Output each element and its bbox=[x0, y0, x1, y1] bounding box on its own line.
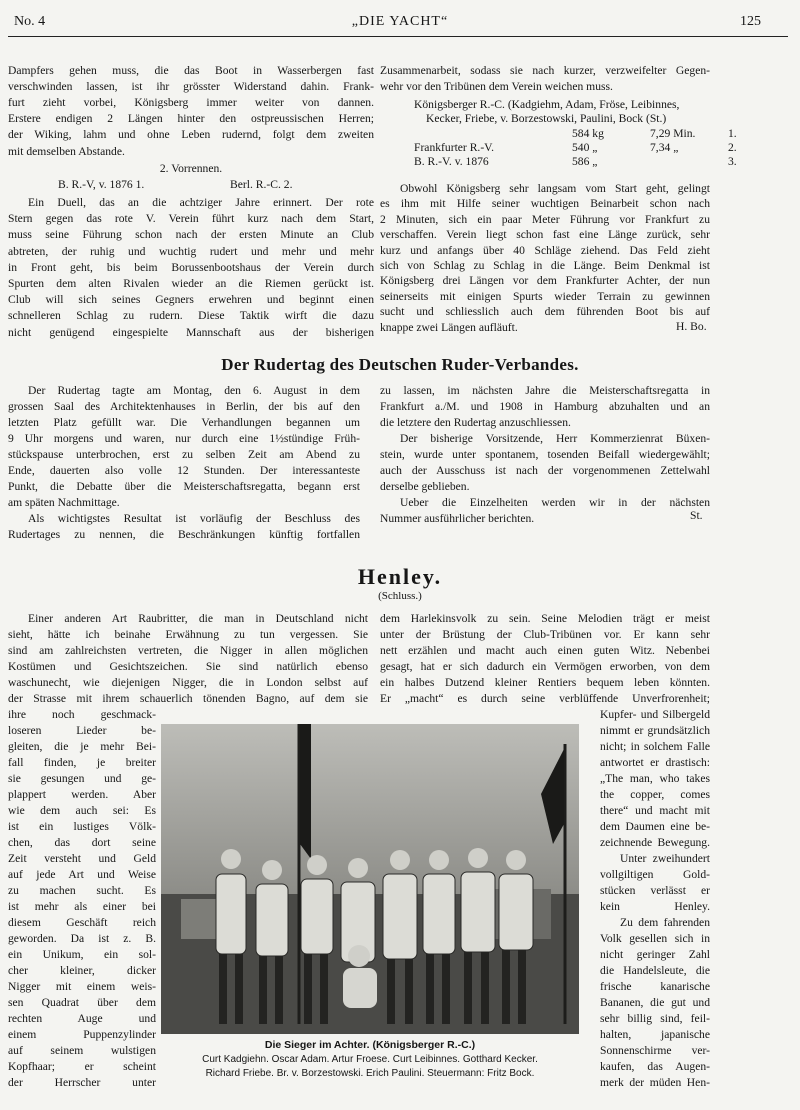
text-line: Frankfurt a./M. und 1908 in Hamburg abzuhalten und an bbox=[380, 400, 710, 413]
result-time: 7,29 Min. bbox=[650, 127, 696, 140]
result-weight: 540 „ bbox=[572, 141, 598, 155]
text-line: abtreten, der ruhig und wuchtig rudert und mehr und mehr bbox=[8, 244, 374, 258]
text-line: cher kleiner, dicker bbox=[8, 963, 156, 977]
text-line: dem Daumen eine be- bbox=[600, 819, 710, 833]
text-line: furt zieht vorbei, Königsberg immer weiter von dannen. bbox=[8, 96, 374, 110]
henley-subheading: (Schluss.) bbox=[378, 590, 422, 602]
text-line: Königsberg drei Längen vor dem Frankfurter Achter, der nun bbox=[380, 274, 710, 288]
text-line: diesem Geschäft reich bbox=[8, 915, 156, 929]
text-line: nimmt er grundsätzlich bbox=[600, 723, 710, 737]
text-line: stückspause unterbrochen, erst zu selben Zeit am Abend zu bbox=[8, 448, 360, 461]
text-line: zeichnende Bewegung. bbox=[600, 835, 710, 849]
text-line: Nigger mit einem weis- bbox=[8, 979, 156, 993]
text-line: Sonnenschirme ver- bbox=[600, 1043, 710, 1057]
text-line: wie dem auch sei: Es bbox=[8, 803, 156, 817]
text-line: verschaffen. Verein liegt schon fast eine Länge zurück, sehr bbox=[380, 228, 710, 242]
text-line: derselbe geblieben. bbox=[380, 480, 470, 493]
rudertag-signature: St. bbox=[690, 509, 703, 522]
text-line: sich von Schlag zu Schlag in die Länge. Beim Denkmal ist bbox=[380, 259, 710, 272]
text-line: antwortet er drastisch: bbox=[600, 755, 710, 769]
text-line: Zu dem fahrenden bbox=[620, 915, 710, 929]
text-line: Erstere endigen 2 Längen hinter den ostpreussischen Herren; bbox=[8, 112, 374, 126]
text-line: the copper, comes bbox=[600, 787, 710, 801]
page-number: 125 bbox=[740, 14, 761, 29]
text-line: Der Rudertag tagte am Montag, den 6. August in dem bbox=[28, 384, 360, 397]
text-line: Volk gesellen sich in bbox=[600, 931, 710, 945]
text-line: fall finden, je breiter bbox=[8, 755, 156, 769]
result-row bbox=[410, 141, 762, 155]
text-line: verschwinden lassen, ist ihr grösster Widerstand dahin. Frank- bbox=[8, 80, 374, 94]
text-line: Bananen, die gut und bbox=[600, 995, 710, 1009]
crew-line-1: Königsberger R.-C. (Kadgiehm, Adam, Fröse, Leibinnes, bbox=[414, 98, 680, 111]
text-line: Einer anderen Art Raubritter, die man in Deutschland nicht bbox=[28, 612, 368, 625]
text-line: sind am zahlreichsten vertreten, die Nigger in allen möglichen bbox=[8, 644, 368, 657]
text-line: nett erzählen und macht auch einen guten Witz. Nebenbei bbox=[380, 644, 710, 657]
text-line: der Herrscher unter bbox=[8, 1075, 156, 1089]
text-line: Er „macht“ es durch seine verblüffende Unverfrorenheit; bbox=[380, 692, 710, 705]
text-line: ein Unikum, ein sol- bbox=[8, 947, 156, 961]
text-line: Zeit versteht und Geld bbox=[8, 851, 156, 865]
text-line: Club will sich seines Gegners erwehren und beginnt einen bbox=[8, 293, 374, 307]
text-line: Nummer ausführlicher berichten. bbox=[380, 512, 535, 525]
text-line: Kopfhaar; er scheint bbox=[8, 1059, 156, 1073]
text-line: seinerseits mit einigen Spurts wieder Terrain zu gewinnen bbox=[380, 289, 710, 303]
text-line: dem Harlekinsvolk zu sein. Seine Melodien trägt er meist bbox=[380, 612, 710, 625]
result-place: 2. bbox=[728, 141, 737, 155]
text-line: ist ein lustiges Völk- bbox=[8, 819, 156, 833]
result-place: 3. bbox=[728, 155, 737, 169]
results-table bbox=[410, 127, 762, 170]
result-row bbox=[410, 155, 762, 169]
text-line: Als wichtigstes Resultat ist vorläufig der Beschluss des bbox=[28, 512, 360, 525]
text-line: Ueber die Einzelheiten werden wir in der nächsten bbox=[400, 496, 710, 509]
text-line: rechten Auge und bbox=[8, 1011, 156, 1025]
text-line: „The man, who takes bbox=[600, 771, 710, 785]
text-line: Obwohl Königsberg sehr langsam vom Start geht, gelingt bbox=[400, 182, 710, 195]
text-line: stücken verlässt er bbox=[600, 883, 710, 897]
text-line: gesagt, hat er sich dadurch ein Vermögen erworben, von dem bbox=[380, 660, 710, 673]
text-line: sen Quadrat über dem bbox=[8, 995, 156, 1009]
text-line: der Wiking, lahm und ohne Leben rudernd, folgt dem zweiten bbox=[8, 128, 374, 142]
text-line: loseren Lieder be- bbox=[8, 723, 156, 737]
text-line: vollgiltigen Gold- bbox=[600, 867, 710, 881]
henley-heading: Henley. bbox=[357, 564, 443, 589]
text-line: gleiten, die je mehr Bei- bbox=[8, 739, 156, 753]
text-line: Dampfers gehen muss, die das Boot in Wasserbergen fast bbox=[8, 64, 374, 77]
text-line: Kostümen und Gesichtszeichen. Sie sind natürlich ebenso bbox=[8, 660, 368, 673]
text-line: knappe zwei Längen aufläuft. bbox=[380, 320, 518, 334]
result-club bbox=[410, 127, 568, 141]
text-line: nicht geringer Zahl bbox=[600, 947, 710, 961]
text-line: grossen Saal des Architektenhauses in Berlin, der bis auf den bbox=[8, 400, 360, 413]
journal-title: „DIE YACHT“ bbox=[351, 14, 449, 29]
text-line: zu lassen, im nächsten Jahre die Meisterschaftsregatta in bbox=[380, 384, 710, 397]
text-line: Punkt, die Debatte über die Meisterschaftsregatta, begann erst bbox=[8, 480, 360, 493]
text-line: kurz und anfangs über 40 Schläge ziehend. Das Feld zieht bbox=[380, 243, 710, 257]
text-line: Der bisherige Vorsitzende, Herr Kommerzienrat Büxen- bbox=[400, 432, 710, 445]
text-line: sieht, hätte ich beinahe Erwähnung zu tun vergessen. Sie bbox=[8, 628, 368, 641]
text-line: kaufen, das Augen- bbox=[600, 1059, 710, 1073]
text-line: Ende, dauerten also volle 12 Stunden. Der interessanteste bbox=[8, 464, 360, 477]
text-line: sucht und schliesslich auch dem führenden Boot bis auf bbox=[380, 305, 710, 319]
text-line: stein, wurde unter spontanem, tosenden Beifall wiedergewählt; bbox=[380, 448, 710, 461]
issue-number: No. 4 bbox=[14, 14, 46, 29]
text-line: waschunecht, wie diejenigen Nigger, die in London selbst auf bbox=[8, 676, 368, 689]
text-line: 9 Uhr morgens und waren, nur durch eine 1½stündige Früh- bbox=[8, 432, 360, 445]
text-line: zu machen sucht. Es bbox=[8, 883, 156, 897]
result-club: B. R.-V. v. 1876 bbox=[414, 155, 489, 169]
text-line: nicht genügend eingespielte Mannschaft aus der bisherigen bbox=[8, 325, 374, 339]
text-line: chen, das dort seine bbox=[8, 835, 156, 849]
text-line: Zusammenarbeit, sodass sie nach kurzer, verzweifelter Gegen- bbox=[380, 64, 710, 77]
text-line: unter der Brüstung der Club-Tribünen vor. Er kann sehr bbox=[380, 628, 710, 641]
text-line: schnelleren Schlag zu rudern. Diese Taktik wirft die dazu bbox=[8, 309, 374, 323]
text-line: Kupfer- und Silbergeld bbox=[600, 708, 710, 721]
text-line: Spurten dem alten Rivalen wieder an die Riemen gerückt ist. bbox=[8, 277, 374, 290]
text-line: Unter zweihundert bbox=[620, 851, 710, 865]
text-line: auf jede Art und Weise bbox=[8, 867, 156, 881]
result-club: Frankfurter R.-V. bbox=[414, 141, 494, 155]
vorrennen-heading: 2. Vorrennen. bbox=[159, 162, 223, 175]
result-time: 7,34 „ bbox=[650, 141, 679, 155]
text-line: in Front geht, bis beim Borussenbootshaus der Verein durch bbox=[8, 260, 374, 274]
text-line: ist mehr als einer bei bbox=[8, 899, 156, 913]
text-line: geworden. Da ist z. B. bbox=[8, 931, 156, 945]
text-line: ein halbes Dutzend kleiner Rentiers bequem leben könnten. bbox=[380, 676, 710, 689]
text-line: frische kanarische bbox=[600, 979, 710, 993]
text-line: es ihm mit Hilfe seiner wuchtigen Beinarbeit schon nach bbox=[380, 197, 710, 211]
text-line: plappert werden. Aber bbox=[8, 787, 156, 801]
text-line: merk der müden Hen- bbox=[600, 1075, 710, 1089]
result-time bbox=[646, 155, 724, 169]
text-line: einem Puppenzylinder bbox=[8, 1027, 156, 1041]
rowing-crew-photo bbox=[161, 724, 579, 1034]
report-signature: H. Bo. bbox=[676, 320, 707, 333]
result-weight: 584 kg bbox=[572, 127, 604, 140]
result-row bbox=[410, 127, 762, 141]
rudertag-heading: Der Rudertag des Deutschen Ruder-Verbandes. bbox=[221, 355, 579, 374]
text-line: nicht; in solchem Falle bbox=[600, 739, 710, 753]
vorrennen-result-right: Berl. R.-C. 2. bbox=[230, 178, 293, 191]
text-line: halten, japanische bbox=[600, 1027, 710, 1041]
text-line: auch der Ausschuss ist nach der vorgenommenen Zettelwahl bbox=[380, 464, 710, 477]
text-line: 2 Minuten, sich ein paar Meter Führung vor Frankfurt zu bbox=[380, 212, 710, 226]
text-line: auf seinem wulstigen bbox=[8, 1043, 156, 1057]
text-line: die Handelsleute, die bbox=[600, 963, 710, 977]
text-line: der Strasse mit ihrem schauerlich tönenden Bagno, auf dem sie bbox=[8, 692, 368, 705]
photo-caption-line-2: Richard Friebe. Br. v. Borzestowski. Erich Paulini. Steuermann: Fritz Bock. bbox=[205, 1068, 535, 1079]
crew-line-2: Kecker, Friebe, v. Borzestowski, Paulini, Bock (St.) bbox=[426, 112, 667, 125]
text-line: sehr billig sind, feil- bbox=[600, 1011, 710, 1025]
text-line: Stern gegen das rote V. Verein führt kurz nach dem Start, bbox=[8, 212, 374, 226]
text-line: there“ und macht mit bbox=[600, 803, 710, 817]
text-line: am späten Nachmittage. bbox=[8, 496, 120, 509]
text-line: Ein Duell, das an die achtziger Jahre erinnert. Der rote bbox=[28, 196, 374, 209]
text-line: muss seine Führung schon nach der ersten Minute an Club bbox=[8, 228, 374, 242]
text-line: die letztere den Rudertag anzuschliessen. bbox=[380, 416, 571, 429]
text-line: ihre noch geschmack- bbox=[8, 708, 156, 721]
result-weight: 586 „ bbox=[572, 155, 598, 169]
text-line: sie gesungen und ge- bbox=[8, 771, 156, 785]
text-line: letzten Platz gefüllt war. Die Verhandlungen begannen um bbox=[8, 416, 360, 429]
crew-photo-image bbox=[161, 724, 579, 1034]
text-line: mit demselben Abstande. bbox=[8, 144, 125, 158]
photo-caption-line-1: Curt Kadgiehn. Oscar Adam. Artur Froese. Curt Leibinnes. Gotthard Kecker. bbox=[202, 1054, 538, 1065]
text-line: wehr vor den Tribünen dem Verein weichen muss. bbox=[380, 80, 613, 94]
text-line: kein Henley. bbox=[600, 899, 710, 913]
text-line: Rudertages zu nennen, die Beschränkungen künftig fortfallen bbox=[8, 528, 360, 541]
photo-caption-title: Die Sieger im Achter. (Königsberger R.-C.) bbox=[264, 1039, 476, 1051]
vorrennen-result-left: B. R.-V, v. 1876 1. bbox=[58, 178, 145, 191]
header-rule bbox=[8, 36, 788, 37]
result-place: 1. bbox=[728, 127, 737, 140]
